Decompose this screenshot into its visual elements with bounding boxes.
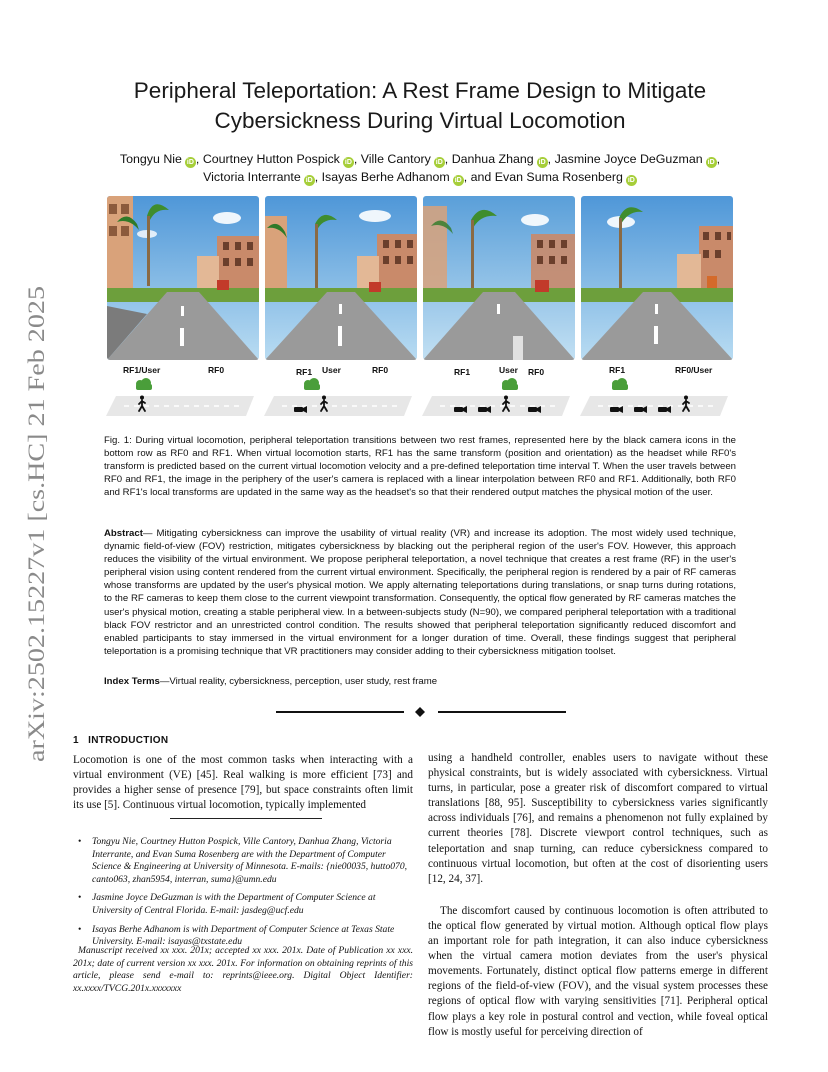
author-name: Isayas Berhe Adhanom xyxy=(321,170,450,184)
author-name: Victoria Interrante xyxy=(203,170,301,184)
black-camera-icon xyxy=(478,406,491,413)
section-number: 1 xyxy=(73,735,79,746)
road-strips xyxy=(106,396,728,416)
rf-camera-icon xyxy=(502,378,518,390)
rf-camera-icon xyxy=(612,378,628,390)
black-camera-icon xyxy=(658,406,671,413)
section-title: INTRODUCTION xyxy=(88,735,169,746)
figure-panel-2 xyxy=(265,196,417,360)
black-camera-icon xyxy=(454,406,467,413)
arxiv-stamp xyxy=(20,284,54,764)
section-heading xyxy=(73,735,168,746)
title-line-2: Cybersickness During Virtual Locomotion xyxy=(214,108,626,133)
strip-label: RF0/User xyxy=(675,365,713,375)
rf-camera-icon xyxy=(136,378,152,390)
strip-label: RF1/User xyxy=(123,365,161,375)
intro-paragraph: Locomotion is one of the most common tasks when interacting with a virtual environment (VE) [45]. Real walking is more efficient [73] and provides a higher sense of presence [79], but space constraints often limit its use [5]. Continuous virtual locomotion, typically implemented xyxy=(73,754,413,812)
black-camera-icon xyxy=(528,406,541,413)
index-terms-label: Index Terms xyxy=(104,676,160,687)
paper-title xyxy=(100,76,740,136)
orcid-icon[interactable]: iD xyxy=(454,177,462,184)
author-name: and Evan Suma Rosenberg xyxy=(470,170,623,184)
orcid-icon[interactable]: iD xyxy=(186,159,194,166)
intro-right-column xyxy=(428,751,768,1040)
title-line-1: Peripheral Teleportation: A Rest Frame Design to Mitigate xyxy=(133,78,707,103)
intro-paragraph: The discomfort caused by continuous locomotion is often attributed to the optical flow generated by virtual motion. Although optical flow plays an important role for path integration, it can also induce cybersickness when the virtual camera motion deviates from the user's physical movements. Fortunately, distinct optical flow patterns emerge in different regions of the field-of-view (FOV), and the visual system processes these regions of optical flow with varying sensitivities [71]. Peripheral optical flow plays a key role in postural control and vection, while foveal optical flow is mostly useful for perceiving direction of xyxy=(428,904,768,1038)
black-camera-icon xyxy=(634,406,647,413)
arxiv-stamp-text: arXiv:2502.15227v1 [cs.HC] 21 Feb 2025 xyxy=(24,372,49,762)
abstract xyxy=(104,527,736,658)
footnote-rule xyxy=(170,818,322,819)
abstract-label: Abstract xyxy=(104,528,143,539)
strip-label: RF1 xyxy=(454,367,471,377)
author-list xyxy=(80,150,760,186)
strip-label: RF0 xyxy=(528,367,545,377)
orcid-icon[interactable]: iD xyxy=(344,159,352,166)
section-divider xyxy=(276,707,566,717)
orcid-icon[interactable]: iD xyxy=(538,159,546,166)
orcid-icon[interactable]: iD xyxy=(627,177,635,184)
strip-label: User xyxy=(322,365,341,375)
black-camera-icon xyxy=(610,406,623,413)
orcid-icon[interactable]: iD xyxy=(435,159,443,166)
strip-label: RF1 xyxy=(296,367,313,377)
figure-strip xyxy=(104,362,738,422)
authors-line-1: Tongyu Nie iD , Courtney Hutton Pospick iD , Ville Cantory iD , Danhua Zhang iD , Jasmine Joyce DeGuzman iD , xyxy=(119,152,721,166)
figure-panel-3 xyxy=(423,196,575,360)
strip-label: RF0 xyxy=(372,365,389,375)
strip-label: User xyxy=(499,365,518,375)
figure-panel-4 xyxy=(581,196,733,360)
author-name: Danhua Zhang xyxy=(451,152,534,166)
author-name: Courtney Hutton Pospick xyxy=(202,152,340,166)
strip-label: RF1 xyxy=(609,365,626,375)
diamond-icon xyxy=(415,707,425,717)
strip-label: RF0 xyxy=(208,365,225,375)
figure-panel-1 xyxy=(107,196,259,360)
abstract-text: — Mitigating cybersickness can improve the usability of virtual reality (VR) and increase its adoption. The most widely used technique, dynamic field-of-view (FOV) restriction, mitigates cybersickness by blacking out the peripheral region of the user's FOV. However, this approach reduces the visibility of the virtual environment. We propose peripheral teleportation, a novel technique that creates a rest frame (RF) in the user's peripheral vision using content rendered from the current virtual environment. Specifically, the peripheral region is rendered by a pair of RF cameras whose transforms are updated by the user's physical motion. We apply alternating teleportations during translations, or snap turns during rotations, to the RF cameras to keep them close to the current viewpoint transformation. Consequently, the optical flow generated by RF cameras matches the user's physical motion, creating a stable peripheral view. In a between-subjects study (N=90), we compared peripheral teleportation with a traditional black FOV restrictor and an unrestricted control condition. The results showed that peripheral teleportation significantly reduced discomfort and enabled participants to stay immersed in the virtual environment for a longer duration of time. Overall, these findings suggest that peripheral teleportation is a promising technique that VR practitioners may consider adding to their cybersickness mitigation toolset. xyxy=(104,528,736,657)
black-camera-icon xyxy=(294,406,307,413)
authors-line-2: Victoria Interrante iD , Isayas Berhe Adhanom iD , and Evan Suma Rosenberg iD xyxy=(203,170,635,184)
author-footnotes xyxy=(76,836,413,955)
index-terms xyxy=(104,675,736,688)
author-name: Tongyu Nie xyxy=(119,152,182,166)
manuscript-note: Manuscript received xx xxx. 201x; accepted xx xxx. 201x. Date of Publication xx xxx. 201x; date of current version xx xxx. 201x. For information on obtaining reprints of this article, please send e-mail to: reprints@ieee.org. Digital Object Identifier: xx.xxxx/TVCG.201x.xxxxxxx xyxy=(73,945,413,995)
footnote-item: • Jasmine Joyce DeGuzman is with the Department of Computer Science at University of Central Florida. E-mail: jasdeg@ucf.edu xyxy=(76,892,413,917)
index-terms-text: —Virtual reality, cybersickness, perception, user study, rest frame xyxy=(159,676,438,687)
orcid-icon[interactable]: iD xyxy=(707,159,715,166)
footnote-item: • Isayas Berhe Adhanom is with Department of Computer Science at Texas State University. E-mail: isayas@txstate.edu xyxy=(76,924,413,949)
orcid-icon[interactable]: iD xyxy=(305,177,313,184)
intro-paragraph: using a handheld controller, enables users to navigate without these physical constraints, but is widely associated with cybersickness. Virtual turns, in particular, pose a greater risk of discomfort compared to virtual translations [88, 95]. Susceptibility to cybersickness varies significantly across individuals [76], and remains a phenomenon not fully explained by current theories [78]. Discrete viewport control techniques, such as teleportation and snap turning, can reduce cybersickness compared to continuous virtual locomotion, but often at the cost of disorienting users [12, 24, 37]. xyxy=(428,752,768,885)
intro-left-column xyxy=(73,753,413,813)
figure-caption: Fig. 1: During virtual locomotion, peripheral teleportation transitions between two rest frames, represented here by the black camera icons in the bottom row as RF0 and RF1. When virtual locomotion starts, RF1 has the same transform (position and orientation) as the headset while RF0's transform is predicted based on the current virtual locomotion velocity and a pre-defined teleportation time interval T. When the user travels between RF0 and RF1, the image in the periphery of the user's camera is replaced with a linear interpolation between RF0 and RF1. Additionally, both RF0 and RF1's local transforms are updated in the same way as the headset's so that their rendered output matches the physical motion of the user. xyxy=(104,435,736,499)
footnote-item: • Tongyu Nie, Courtney Hutton Pospick, Ville Cantory, Danhua Zhang, Victoria Interrante, and Evan Suma Rosenberg are with the Department of Computer Science & Engineering at University of Minnesota. E-mails: {nie00035, hutto070, canto063, zhan5954, interran, suma}@umn.edu xyxy=(76,836,413,886)
author-name: Jasmine Joyce DeGuzman xyxy=(554,152,703,166)
rf-camera-icon xyxy=(304,378,320,390)
author-name: Ville Cantory xyxy=(360,152,431,166)
